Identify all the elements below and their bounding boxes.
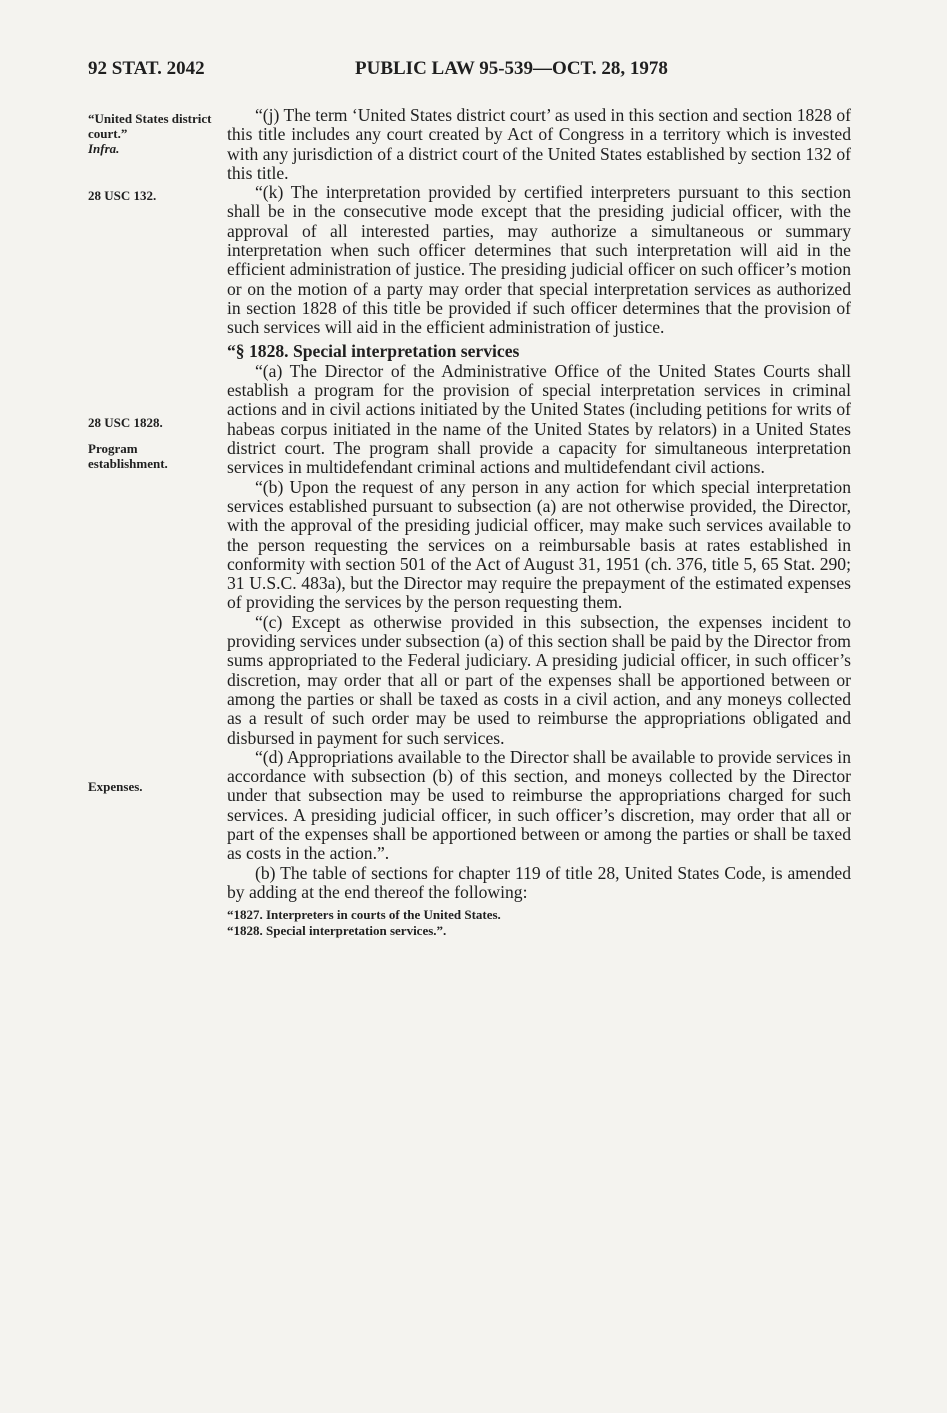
margin-note-infra: Infra. xyxy=(88,141,120,156)
page-header xyxy=(88,58,858,82)
paragraph-j: “(j) The term ‘United States district court’ as used in this section and section 1828 of this title includes any court created by Act of Congress in a territory which is invested with any jurisdiction of a district court of the United States established by section 132 of this title. xyxy=(227,105,851,183)
paragraph-table-amendment: (b) The table of sections for chapter 119 of title 28, United States Code, is amended by adding at the end thereof the following: xyxy=(227,862,851,902)
table-of-sections xyxy=(227,907,851,939)
margin-note-program-establishment: Program establishment. xyxy=(88,441,168,471)
main-text xyxy=(227,106,851,939)
law-title: PUBLIC LAW 95-539—OCT. 28, 1978 xyxy=(355,58,668,79)
margin-note-text: “United States district court.” xyxy=(88,111,212,141)
toc-entry: “1828. Special interpretation services.”. xyxy=(227,923,447,939)
paragraph-c: “(c) Except as otherwise provided in this subsection, the expenses incident to providing services under subsection (a) of this section shall be paid by the Director from sums appropriated to the Federal judiciary. A presiding judicial officer, in such officer’s discretion, may order that all or part of the expenses shall be apportioned between or among the parties or shall be taxed as costs in a civil action, and any moneys collected as a result of such order may be used to reimburse the appropriations obligated and disbursed in payment for such services. xyxy=(227,611,851,748)
paragraph-k: “(k) The interpretation provided by certified interpreters pursuant to this section shall be in the consecutive mode except that the presiding judicial officer, with the approval of all interested parties, may authorize a simultaneous or summary interpretation when such officer determines that such interpretation will aid in the efficient administration of justice. The presiding judicial officer on such officer’s motion or on the motion of a party may order that special interpretation services as authorized in section 1828 of this title be provided if such officer determines that the provision of such services will aid in the efficient administration of justice. xyxy=(227,182,851,338)
paragraph-b: “(b) Upon the request of any person in any action for which special interpretation services established pursuant to subsection (a) are not otherwise provided, the Director, with the approval of the presiding judicial officer, may make such services available to the person requesting the services on a reimbursable basis at rates established in conformity with section 501 of the Act of August 31, 1951 (ch. 376, title 5, 65 Stat. 290; 31 U.S.C. 483a), but the Director may require the prepayment of the estimated expenses of providing the services by the person requesting them. xyxy=(227,476,851,613)
statute-page-number: 92 STAT. 2042 xyxy=(88,58,205,79)
margin-note-district-court xyxy=(88,111,213,156)
margin-note-usc-132: 28 USC 132. xyxy=(88,188,157,203)
paragraph-d: “(d) Appropriations available to the Director shall be available to provide services in accordance with subsection (b) of this section, and moneys collected by the Director under that subsection may be used to reimburse the appropriations charged for such services. A presiding judicial officer, in such officer’s discretion, may order that all or part of the expenses shall be apportioned between or among the parties or shall be taxed as costs in the action.”. xyxy=(227,746,851,864)
margin-note-usc-1828: 28 USC 1828. xyxy=(88,415,163,430)
margin-note-expenses: Expenses. xyxy=(88,779,143,794)
section-heading: “§ 1828. Special interpretation services xyxy=(227,340,520,361)
toc-entry: “1827. Interpreters in courts of the United States. xyxy=(227,907,501,923)
paragraph-a: “(a) The Director of the Administrative Office of the United States Courts shall establish a program for the provision of special interpretation services in criminal actions and in civil actions initiated by the United States (including petitions for writs of habeas corpus initiated in the name of the United States by relators) in a United States district court. The program shall provide a capacity for simultaneous interpretation services in multidefendant criminal actions and multidefendant civil actions. xyxy=(227,360,851,478)
